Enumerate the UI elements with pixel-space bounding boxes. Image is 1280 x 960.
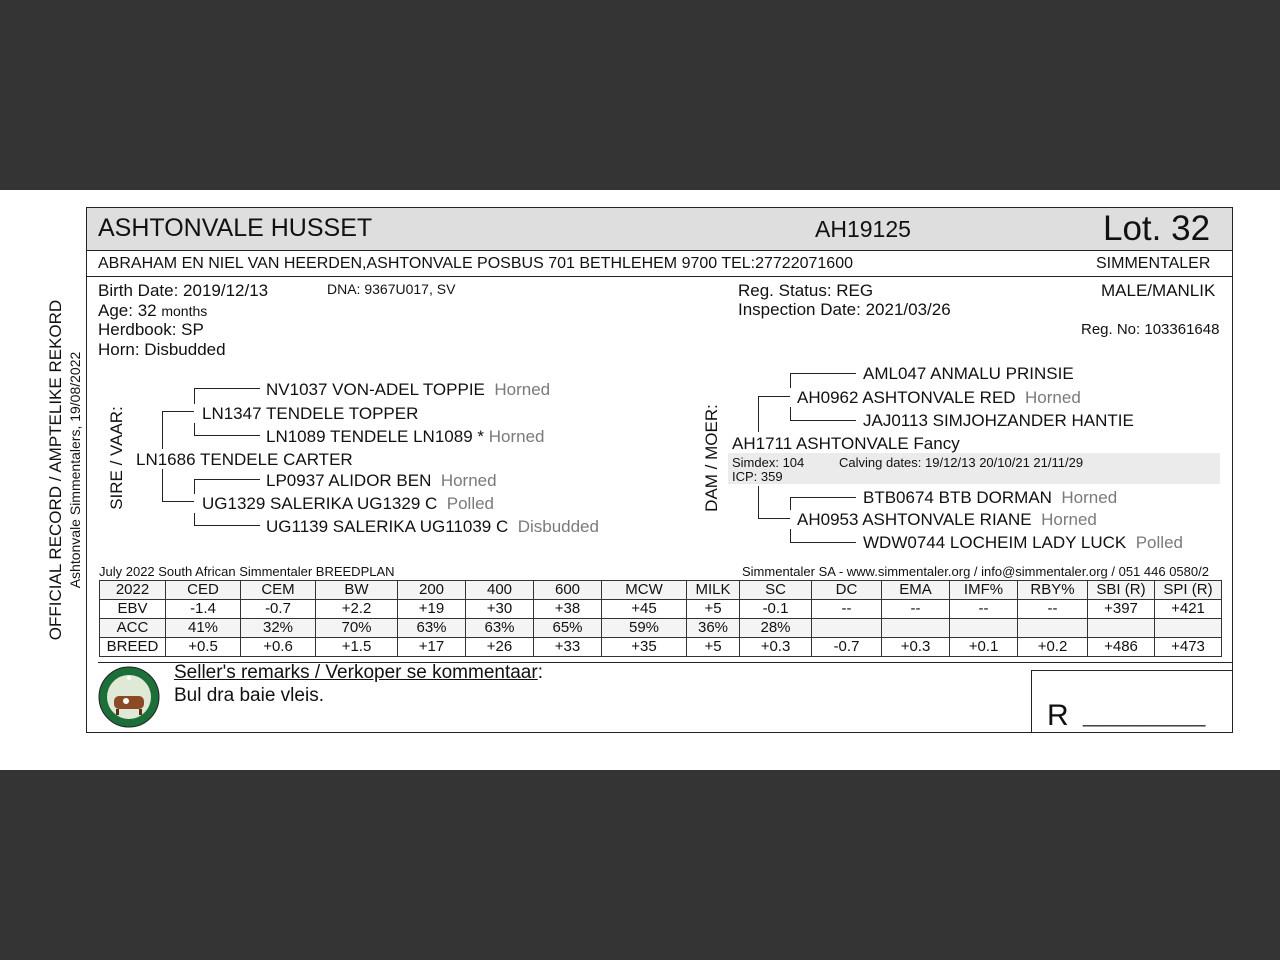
simmentaler-logo	[98, 666, 160, 728]
value-cell: +473	[1155, 638, 1222, 657]
horn-status: Horn: Disbudded	[98, 340, 226, 359]
value-cell: +5	[687, 638, 740, 657]
owner-details: ABRAHAM EN NIEL VAN HEERDEN,ASHTONVALE POSBUS 701 BETHLEHEM 9700 TEL:27722071600	[98, 255, 853, 272]
pedigree-line	[194, 525, 260, 526]
value-cell: ACC	[100, 619, 166, 638]
value-cell: +0.2	[1018, 638, 1088, 657]
header-cell: SC	[740, 581, 812, 600]
value-cell: --	[950, 600, 1018, 619]
price-blank: __________	[1083, 702, 1206, 727]
header-cell: CEM	[241, 581, 316, 600]
header-cell: RBY%	[1018, 581, 1088, 600]
dam-sire-sire: AML047 ANMALU PRINSIE	[863, 364, 1074, 383]
pedigree-line	[194, 435, 260, 436]
value-cell: +35	[602, 638, 687, 657]
value-cell: +1.5	[316, 638, 398, 657]
value-cell: 63%	[466, 619, 534, 638]
pedigree-line	[790, 542, 856, 543]
header-cell: MILK	[687, 581, 740, 600]
pedigree-line	[162, 469, 163, 502]
breedplan-row	[100, 619, 1222, 638]
age: Age: 32 months	[98, 301, 208, 320]
pedigree-line	[194, 388, 260, 389]
value-cell: +19	[398, 600, 466, 619]
header-cell: 400	[466, 581, 534, 600]
pedigree-line	[790, 497, 856, 498]
value-cell: +486	[1088, 638, 1155, 657]
dam-dam-sire: BTB0674 BTB DORMAN Horned	[863, 488, 1118, 507]
pedigree-line	[758, 518, 790, 519]
remarks-text: Bul dra baie vleis.	[174, 685, 324, 706]
dam-sire-dam: JAJ0113 SIMJOHZANDER HANTIE	[863, 411, 1134, 430]
value-cell: -1.4	[166, 600, 241, 619]
value-cell: +0.1	[950, 638, 1018, 657]
value-cell	[812, 619, 882, 638]
breedplan-caption: July 2022 South African Simmentaler BREEDPLAN	[99, 564, 395, 579]
header-cell: 200	[398, 581, 466, 600]
official-record-label: OFFICIAL RECORD / AMPTELIKE REKORD	[46, 299, 65, 641]
breedplan-table	[99, 580, 1222, 657]
pedigree-line	[758, 396, 759, 432]
pedigree-line	[758, 396, 790, 397]
animal-id: AH19125	[815, 216, 911, 242]
breed-label: SIMMENTALER	[1096, 255, 1211, 272]
sire-dam-name: UG1329 SALERIKA UG1329 C Polled	[202, 494, 495, 513]
pedigree-line	[194, 479, 260, 480]
pedigree-line	[194, 479, 195, 494]
value-cell: +33	[534, 638, 602, 657]
sire-sire-dam: LN1089 TENDELE LN1089 * Horned	[266, 427, 545, 446]
header-cell: SPI (R)	[1155, 581, 1222, 600]
pedigree-line	[790, 529, 791, 542]
value-cell	[1088, 619, 1155, 638]
value-cell: +5	[687, 600, 740, 619]
value-cell	[1018, 619, 1088, 638]
print-source-label: Ashtonvale Simmentalers, 19/08/2022	[67, 351, 83, 589]
pedigree-line	[758, 486, 759, 519]
pedigree-line	[194, 423, 195, 435]
value-cell: +0.3	[740, 638, 812, 657]
simdex: Simdex: 104	[732, 455, 805, 470]
value-cell: --	[812, 600, 882, 619]
value-cell: 41%	[166, 619, 241, 638]
value-cell: 36%	[687, 619, 740, 638]
dam-sire-name: AH0962 ASHTONVALE RED Horned	[797, 388, 1081, 407]
dam-dam-name: AH0953 ASHTONVALE RIANE Horned	[797, 510, 1097, 529]
breedplan-contact: Simmentaler SA - www.simmentaler.org / info@simmentaler.org / 051 446 0580/2	[742, 564, 1209, 579]
reg-number: Reg. No: 103361648	[1081, 321, 1220, 338]
header-cell: 2022	[100, 581, 166, 600]
value-cell: -0.7	[812, 638, 882, 657]
birth-date: Birth Date: 2019/12/13	[98, 281, 269, 300]
value-cell: EBV	[100, 600, 166, 619]
animal-name: ASHTONVALE HUSSET	[98, 214, 373, 242]
value-cell: +26	[466, 638, 534, 657]
value-cell: --	[882, 600, 950, 619]
breedplan-header-row	[100, 581, 1222, 600]
remarks-title: Seller's remarks / Verkoper se kommentaar:	[174, 662, 543, 683]
value-cell: +2.2	[316, 600, 398, 619]
pedigree-line	[790, 497, 791, 510]
value-cell: BREED	[100, 638, 166, 657]
value-cell: --	[1018, 600, 1088, 619]
header-cell: EMA	[882, 581, 950, 600]
value-cell: +397	[1088, 600, 1155, 619]
pedigree-line	[790, 420, 856, 421]
value-cell: +17	[398, 638, 466, 657]
value-cell: 65%	[534, 619, 602, 638]
header-cell: BW	[316, 581, 398, 600]
sire-sire-sire: NV1037 VON-ADEL TOPPIE Horned	[266, 380, 551, 399]
dam-name: AH1711 ASHTONVALE Fancy	[732, 434, 960, 453]
value-cell: +421	[1155, 600, 1222, 619]
reg-status: Reg. Status: REG	[738, 281, 874, 300]
price-currency: R	[1047, 699, 1069, 732]
sire-name: LN1686 TENDELE CARTER	[136, 450, 353, 469]
pedigree-line	[790, 373, 791, 388]
value-cell: 70%	[316, 619, 398, 638]
header-cell: SBI (R)	[1088, 581, 1155, 600]
header-cell: 600	[534, 581, 602, 600]
header-cell: IMF%	[950, 581, 1018, 600]
value-cell: -0.1	[740, 600, 812, 619]
pedigree-line	[162, 411, 163, 449]
sire-label: SIRE / VAAR:	[107, 406, 126, 510]
dna-info: DNA: 9367U017, SV	[327, 281, 456, 297]
value-cell	[1155, 619, 1222, 638]
header-cell: MCW	[602, 581, 687, 600]
value-cell: 32%	[241, 619, 316, 638]
value-cell: -0.7	[241, 600, 316, 619]
header-cell: CED	[166, 581, 241, 600]
dam-label: DAM / MOER:	[702, 404, 721, 512]
value-cell: +45	[602, 600, 687, 619]
value-cell: 59%	[602, 619, 687, 638]
pedigree-line	[194, 513, 195, 525]
pedigree-line	[162, 501, 194, 502]
breedplan-row	[100, 600, 1222, 619]
dam-dam-dam: WDW0744 LOCHEIM LADY LUCK Polled	[863, 533, 1183, 552]
value-cell: +38	[534, 600, 602, 619]
herdbook: Herdbook: SP	[98, 320, 204, 339]
sire-sire-name: LN1347 TENDELE TOPPER	[202, 404, 419, 423]
value-cell: +30	[466, 600, 534, 619]
value-cell	[882, 619, 950, 638]
value-cell: 28%	[740, 619, 812, 638]
value-cell: +0.6	[241, 638, 316, 657]
pedigree-line	[162, 411, 194, 412]
sire-dam-dam: UG1139 SALERIKA UG11039 C Disbudded	[266, 517, 599, 536]
pedigree-line	[790, 407, 791, 421]
pedigree-line	[194, 388, 195, 404]
lot-number: Lot. 32	[1103, 209, 1211, 248]
value-cell: +0.5	[166, 638, 241, 657]
sex: MALE/MANLIK	[1101, 281, 1216, 300]
breedplan-row	[100, 638, 1222, 657]
value-cell: 63%	[398, 619, 466, 638]
calving-dates: Calving dates: 19/12/13 20/10/21 21/11/29	[839, 455, 1084, 470]
pedigree-line	[790, 373, 856, 374]
inspection-date: Inspection Date: 2021/03/26	[738, 300, 951, 319]
header-cell: DC	[812, 581, 882, 600]
sire-dam-sire: LP0937 ALIDOR BEN Horned	[266, 471, 497, 490]
icp: ICP: 359	[732, 469, 783, 484]
value-cell	[950, 619, 1018, 638]
value-cell: +0.3	[882, 638, 950, 657]
breedplan-body	[100, 581, 1222, 657]
